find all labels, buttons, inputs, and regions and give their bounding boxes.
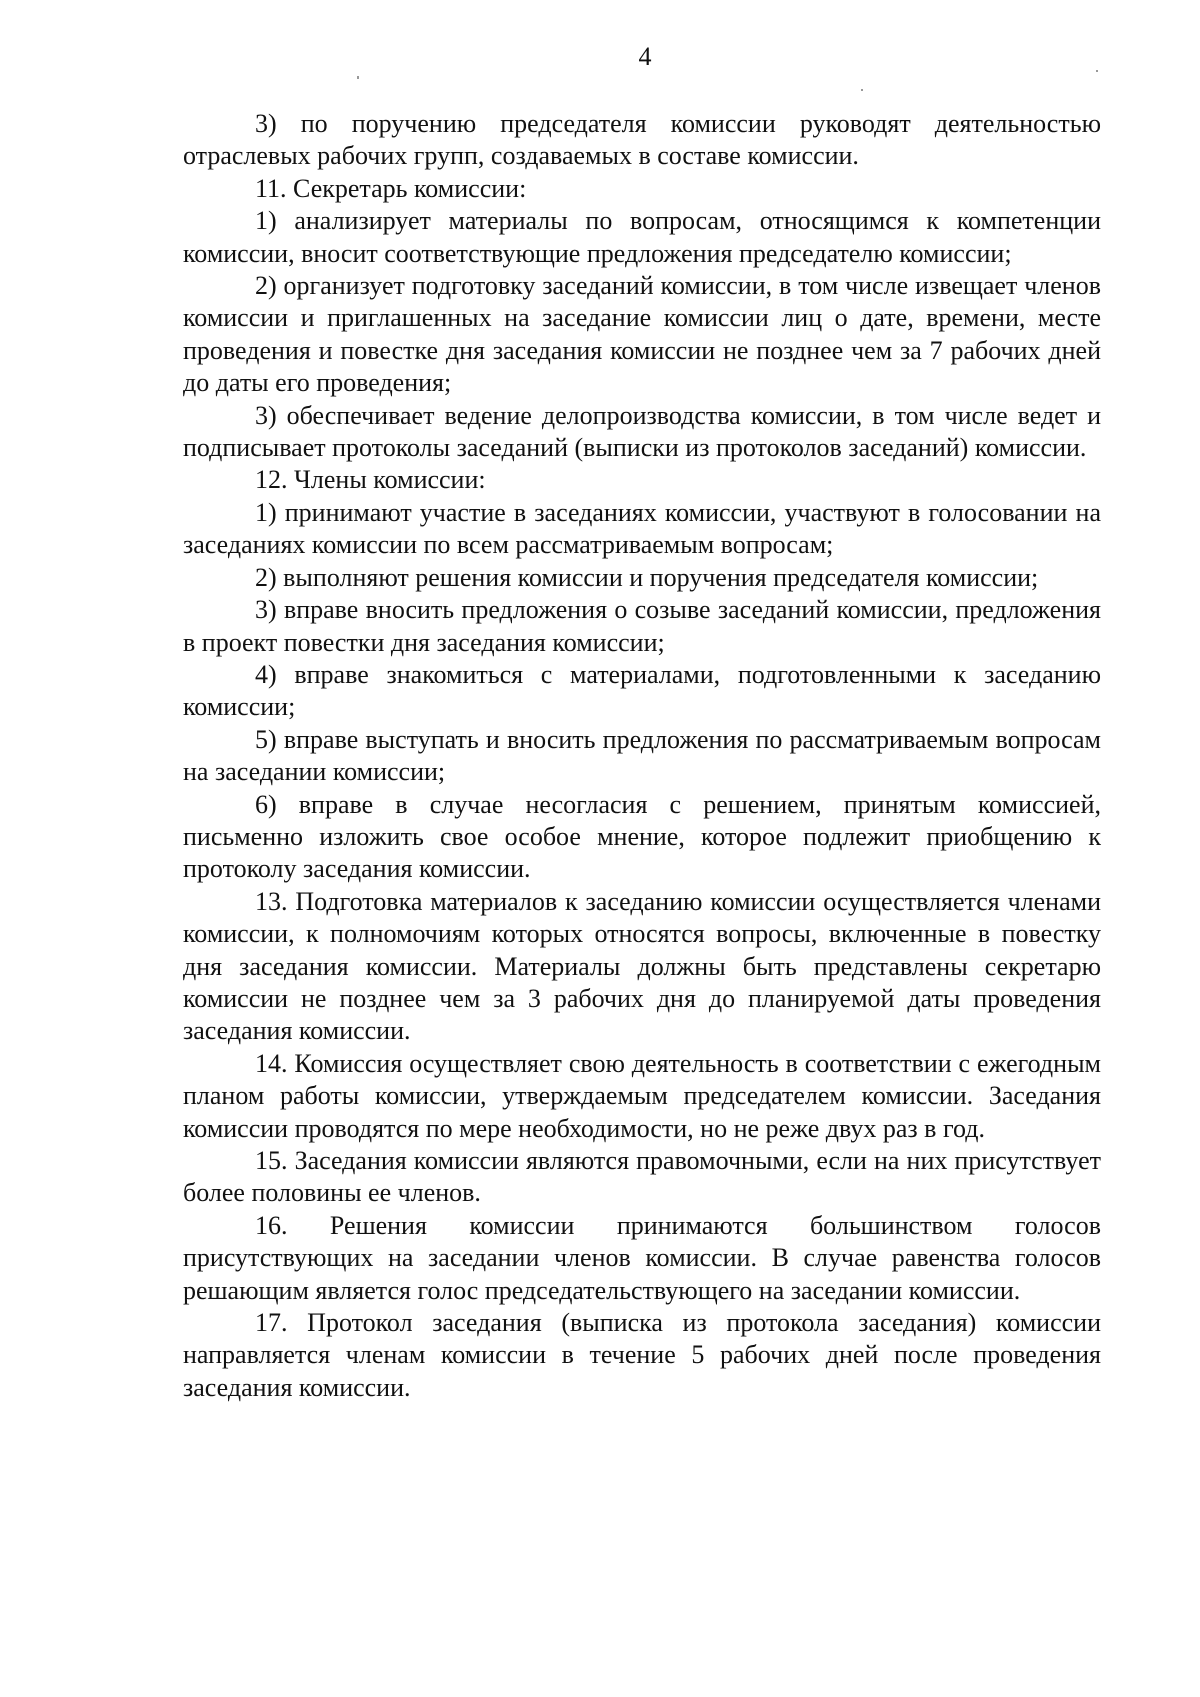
paragraph-16: 16. Решения комиссии принимаются большинством голосов присутствующих на заседании членов комиссии. В случае равенства голосов решающим является голос председательствующего на заседании комиссии. (183, 1210, 1101, 1305)
paragraph-11-3: 3) обеспечивает ведение делопроизводства комиссии, в том числе ведет и подписывает протоколы заседаний (выписки из протоколов заседаний) комиссии. (183, 400, 1101, 463)
document-body (183, 108, 1101, 1404)
paragraph-sub-3-chairman-tasks: 3) по поручению председателя комиссии руководят деятельностью отраслевых рабочих групп, создаваемых в составе комиссии. (183, 109, 1101, 171)
paragraph-11-2: 2) организует подготовку заседаний комиссии, в том числе извещает членов комиссии и приглашенных на заседание комиссии лиц о дате, времени, месте проведения и повестке дня заседания комиссии не позднее чем за 7 рабочих дней до даты его проведения; (183, 271, 1101, 398)
page-number: 4 (638, 42, 652, 71)
paragraph-17: 17. Протокол заседания (выписка из протокола заседания) комиссии направляется членам комиссии в течение 5 рабочих дней после проведения заседания комиссии. (183, 1308, 1101, 1402)
scan-speck (861, 89, 863, 91)
paragraph-12-5: 5) вправе выступать и вносить предложения по рассматриваемым вопросам на заседании комиссии; (183, 724, 1101, 787)
paragraph-12-1: 1) принимают участие в заседаниях комиссии, участвуют в голосовании на заседаниях комиссии по всем рассматриваемым вопросам; (183, 497, 1101, 560)
paragraph-14: 14. Комиссия осуществляет свою деятельность в соответствии с ежегодным планом работы комиссии, утверждаемым председателем комиссии. Заседания комиссии проводятся по мере необходимости, но не реже двух раз в год. (183, 1048, 1101, 1143)
scan-speck (1096, 70, 1098, 72)
paragraph-12-members: 12. Члены комиссии: (255, 465, 486, 495)
paragraph-12-2: 2) выполняют решения комиссии и поручения председателя комиссии; (255, 562, 1039, 592)
scan-speck (357, 76, 359, 79)
paragraph-15: 15. Заседания комиссии являются правомочными, если на них присутствует более половины ее членов. (183, 1146, 1101, 1208)
paragraph-12-3: 3) вправе вносить предложения о созыве заседаний комиссии, предложения в проект повестки дня заседания комиссии; (183, 595, 1101, 657)
paragraph-12-6: 6) вправе в случае несогласия с решением, принятым комиссией, письменно изложить свое особое мнение, которое подлежит приобщению к протоколу заседания комиссии. (183, 789, 1101, 884)
paragraph-13: 13. Подготовка материалов к заседанию комиссии осуществляется членами комиссии, к полномочиям которых относятся вопросы, включенные в повестку дня заседания комиссии. Материалы должны быть представлены секретарю комиссии не позднее чем за 3 рабочих дня до планируемой даты проведения заседания комиссии. (183, 886, 1101, 1046)
paragraph-11-secretary: 11. Секретарь комиссии: (255, 173, 527, 203)
paragraph-12-4: 4) вправе знакомиться с материалами, подготовленными к заседанию комиссии; (183, 659, 1101, 722)
paragraph-11-1: 1) анализирует материалы по вопросам, относящимся к компетенции комиссии, вносит соответствующие предложения председателю комиссии; (183, 206, 1101, 268)
